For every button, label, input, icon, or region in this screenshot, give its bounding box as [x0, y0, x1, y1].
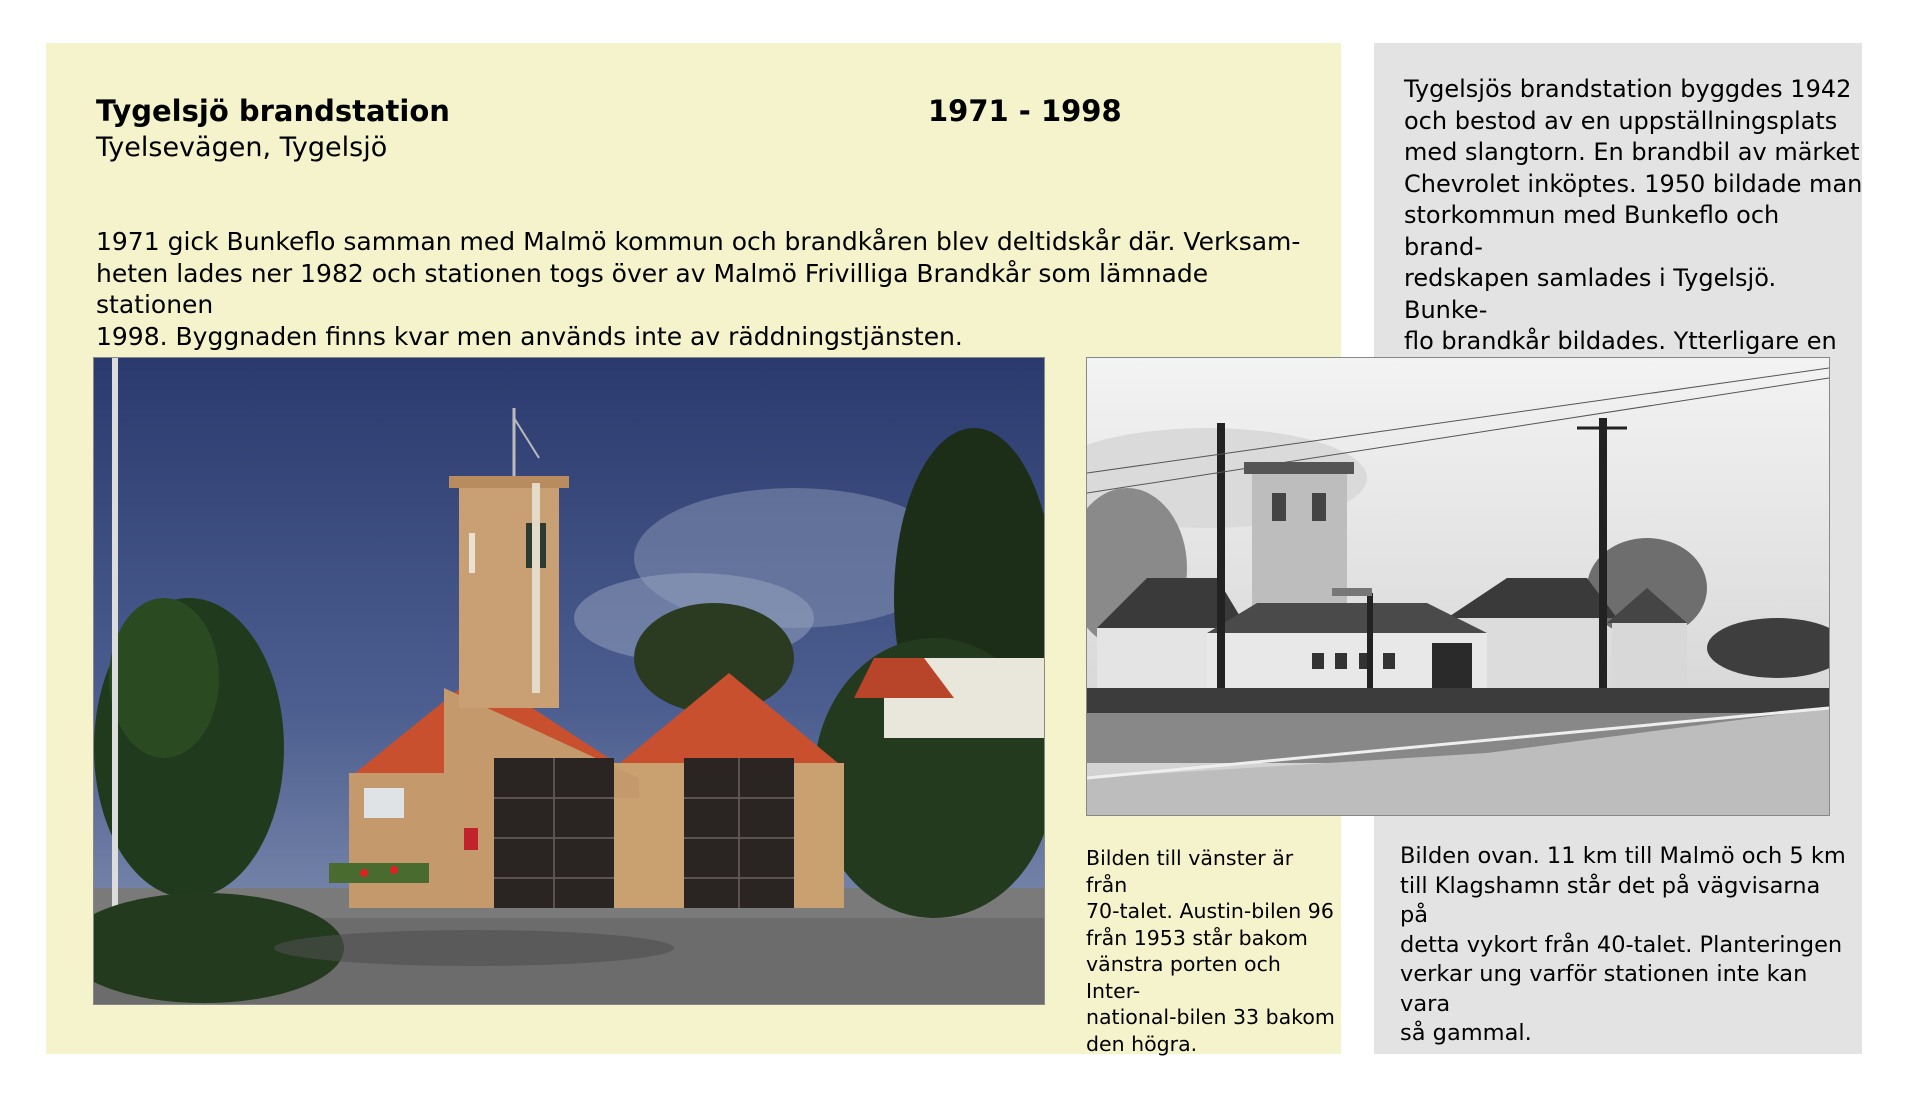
color-photo-caption	[1086, 845, 1336, 1057]
history-line: storkommun med Bunkeflo och brand-	[1404, 201, 1780, 261]
caption-line: verkar ung varför stationen inte kan vara	[1400, 961, 1808, 1017]
history-line: och bestod av en uppställningsplats	[1404, 106, 1838, 135]
caption-line: vänstra porten och Inter-	[1086, 952, 1281, 1003]
history-line: med slangtorn. En brandbil av märket	[1404, 138, 1860, 166]
intro-line: 1971 gick Bunkeflo samman med Malmö kommun och brandkåren blev deltidskår där. Verksam-	[96, 227, 1301, 256]
fire-station-bw-photo	[1086, 357, 1830, 816]
caption-line: detta vykort från 40-talet. Planteringen	[1400, 931, 1843, 958]
caption-line: så gammal.	[1400, 1020, 1532, 1046]
caption-line: Bilden ovan. 11 km till Malmö och 5 km	[1400, 843, 1846, 869]
intro-line: heten lades ner 1982 och stationen togs över av Malmö Frivilliga Brandkår som lämnade stationen	[96, 258, 1209, 319]
page-title: Tygelsjö brandstation	[96, 94, 450, 128]
year-range: 1971 - 1998	[928, 94, 1122, 128]
caption-line: från 1953 står bakom	[1086, 925, 1308, 950]
address: Tyelsevägen, Tygelsjö	[96, 132, 388, 163]
history-text	[1404, 74, 1864, 389]
bw-photo-caption	[1400, 842, 1850, 1049]
history-line: flo brandkår bildades. Ytterligare en	[1404, 327, 1837, 355]
history-line: redskapen samlades i Tygelsjö. Bunke-	[1404, 264, 1777, 324]
intro-text	[96, 226, 1326, 352]
caption-line: national-bilen 33 bakom	[1086, 1005, 1335, 1029]
caption-line: till Klagshamn står det på vägvisarna på	[1400, 872, 1821, 928]
caption-line: den högra.	[1086, 1031, 1198, 1056]
history-line: Chevrolet inköptes. 1950 bildade man	[1404, 169, 1863, 198]
history-line: Tygelsjös brandstation byggdes 1942	[1404, 75, 1852, 103]
caption-line: Bilden till vänster är från	[1086, 846, 1294, 897]
fire-station-color-photo	[93, 357, 1045, 1005]
intro-line: 1998. Byggnaden finns kvar men används inte av räddningstjänsten.	[96, 321, 963, 351]
caption-line: 70-talet. Austin-bilen 96	[1086, 899, 1334, 923]
